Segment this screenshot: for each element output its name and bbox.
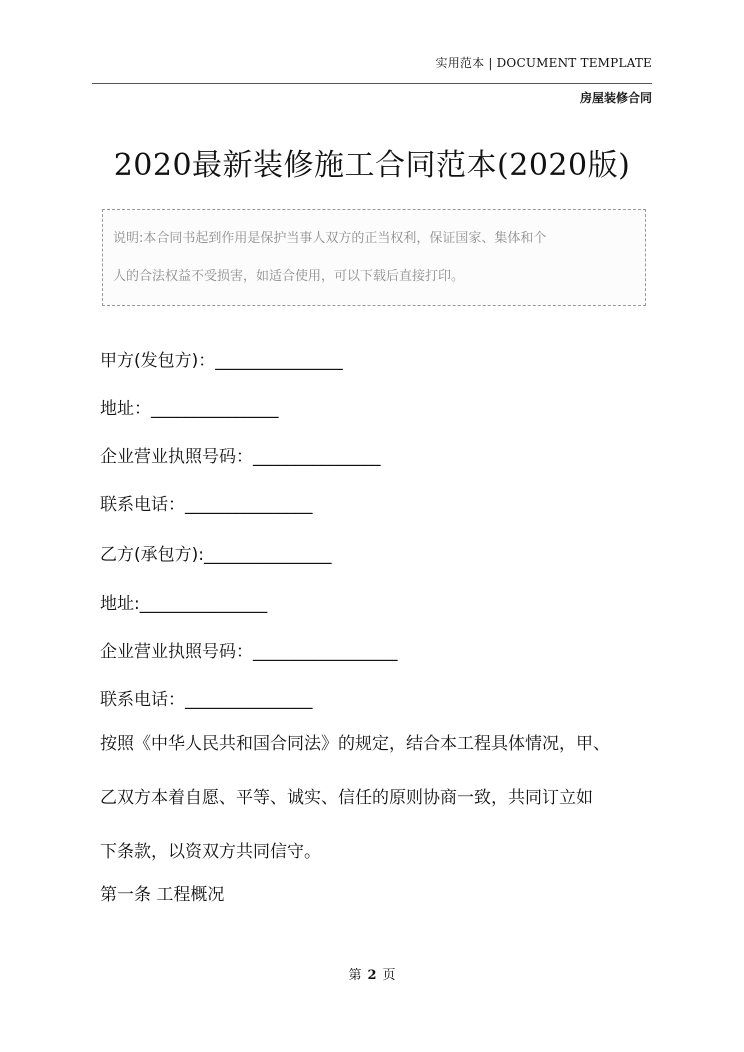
party-a-phone-field [100,490,313,515]
note-line: 说明:本合同书起到作用是保护当事人双方的正当权利，保证国家、集体和个 [113,231,547,246]
paragraph-line: 乙双方本着自愿、平等、诚实、信任的原则协商一致，共同订立如 [100,788,593,808]
field-label: 企业营业执照号码： [100,642,253,662]
page-label-suffix: 页 [382,968,396,983]
header-divider [92,83,652,84]
page-number: 2 [367,968,377,983]
note-box [102,209,646,306]
party-b-address-field [100,589,267,614]
field-label: 联系电话： [100,690,185,710]
field-blank: _______________ [253,447,381,467]
field-blank: _______________ [185,495,313,515]
party-b-phone-field [100,685,313,710]
header-category: 房屋装修合同 [579,91,652,105]
party-a-name-field [100,346,343,371]
field-label: 联系电话： [100,495,185,515]
party-a-address-field [100,394,279,419]
field-blank: _______________ [185,690,313,710]
party-a-license-field [100,442,381,467]
paragraph-line: 按照《中华人民共和国合同法》的规定，结合本工程具体情况，甲、 [100,734,610,754]
field-label: 乙方(承包方): [100,545,204,565]
field-blank: _______________ [139,594,268,614]
header-template-label: 实用范本 | DOCUMENT TEMPLATE [435,56,652,70]
party-b-license-field [100,637,398,662]
party-b-name-field [100,540,332,565]
field-blank: _______________ [151,399,279,419]
field-label: 地址: [100,594,140,614]
document-title: 2020最新装修施工合同范本(2020版) [113,148,631,183]
note-line: 人的合法权益不受损害，如适合使用，可以下载后直接打印。 [113,269,465,284]
field-label: 企业营业执照号码： [100,447,253,467]
section-heading: 第一条 工程概况 [100,885,225,905]
page-footer [0,964,744,983]
paragraph-line: 下条款，以资双方共同信守。 [100,842,321,862]
preamble-paragraph [100,717,660,879]
field-blank: _________________ [253,642,398,662]
page-label-prefix: 第 [348,968,362,983]
field-blank: _______________ [204,545,332,565]
field-blank: _______________ [215,351,343,371]
field-label: 甲方(发包方)： [100,351,216,371]
field-label: 地址： [100,399,151,419]
